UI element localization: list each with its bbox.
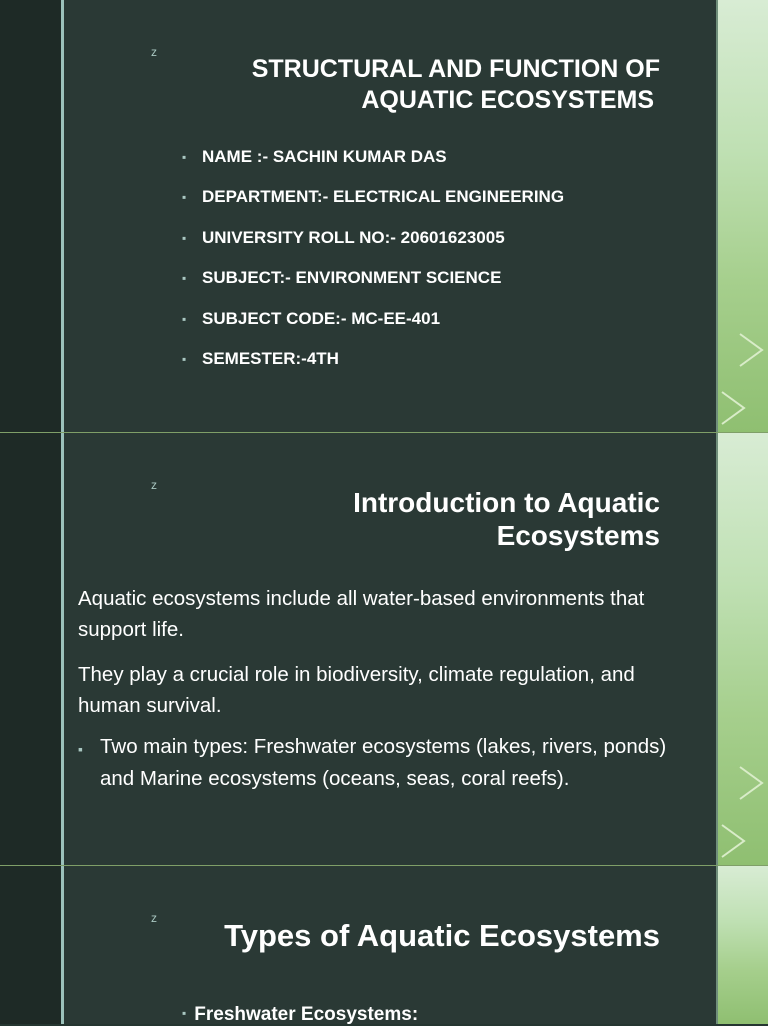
- left-accent-line: [61, 433, 64, 865]
- title-line-2: AQUATIC ECOSYSTEMS: [361, 86, 654, 114]
- slide-3-title: Types of Aquatic Ecosystems: [224, 918, 660, 953]
- square-bullet-icon: ▪: [182, 271, 187, 286]
- z-mark-icon: z: [151, 911, 157, 925]
- title-line-1: Introduction to Aquatic: [353, 487, 660, 518]
- left-band: [0, 433, 61, 865]
- slide-1: [0, 0, 768, 432]
- list-item: ▪ SEMESTER:-4TH: [182, 348, 339, 368]
- chevron-right-icon: [718, 388, 768, 428]
- square-bullet-icon: ▪: [182, 190, 187, 205]
- left-band: [0, 866, 61, 1024]
- left-accent-line: [61, 0, 64, 432]
- square-bullet-icon: ▪: [182, 150, 187, 164]
- right-decor-band: [718, 0, 768, 432]
- title-line-1: STRUCTURAL AND FUNCTION OF: [251, 55, 660, 83]
- left-band: [0, 0, 61, 432]
- slide-2-title: [260, 486, 660, 552]
- list-item: ▪ DEPARTMENT:- ELECTRICAL ENGINEERING: [182, 187, 565, 207]
- right-decor-band: [718, 866, 768, 1024]
- chevron-right-icon: [718, 763, 768, 803]
- z-mark-icon: z: [151, 478, 157, 492]
- list-item: ▪ SUBJECT:- ENVIRONMENT SCIENCE: [182, 268, 502, 288]
- slide-1-title: [150, 54, 660, 116]
- square-bullet-icon: ▪: [182, 1006, 187, 1020]
- left-accent-line: [61, 866, 64, 1024]
- types-bullet: ▪ Two main types: Freshwater ecosystems (lakes, rivers, ponds) and Marine ecosystems (oceans, seas, coral reefs).: [78, 735, 667, 790]
- list-item: ▪ SUBJECT CODE:- MC-EE-401: [182, 308, 441, 328]
- freshwater-item: ▪ Freshwater Ecosystems:: [182, 1004, 419, 1025]
- square-bullet-icon: ▪: [182, 311, 187, 326]
- z-mark-icon: z: [151, 45, 157, 59]
- square-bullet-icon: ▪: [78, 741, 83, 757]
- intro-paragraph-2: They play a crucial role in biodiversity, climate regulation, and human survival.: [78, 663, 635, 717]
- list-item: ▪ NAME :- SACHIN KUMAR DAS: [182, 147, 447, 166]
- intro-paragraph-1: Aquatic ecosystems include all water-based environments that support life.: [78, 587, 645, 641]
- chevron-right-icon: [718, 821, 768, 861]
- student-info-list: [182, 146, 564, 388]
- square-bullet-icon: ▪: [182, 351, 187, 366]
- list-item: ▪ UNIVERSITY ROLL NO:- 20601623005: [182, 227, 505, 247]
- title-line-2: Ecosystems: [496, 520, 660, 551]
- square-bullet-icon: ▪: [182, 230, 187, 245]
- right-decor-band: [718, 433, 768, 865]
- chevron-right-icon: [718, 330, 768, 370]
